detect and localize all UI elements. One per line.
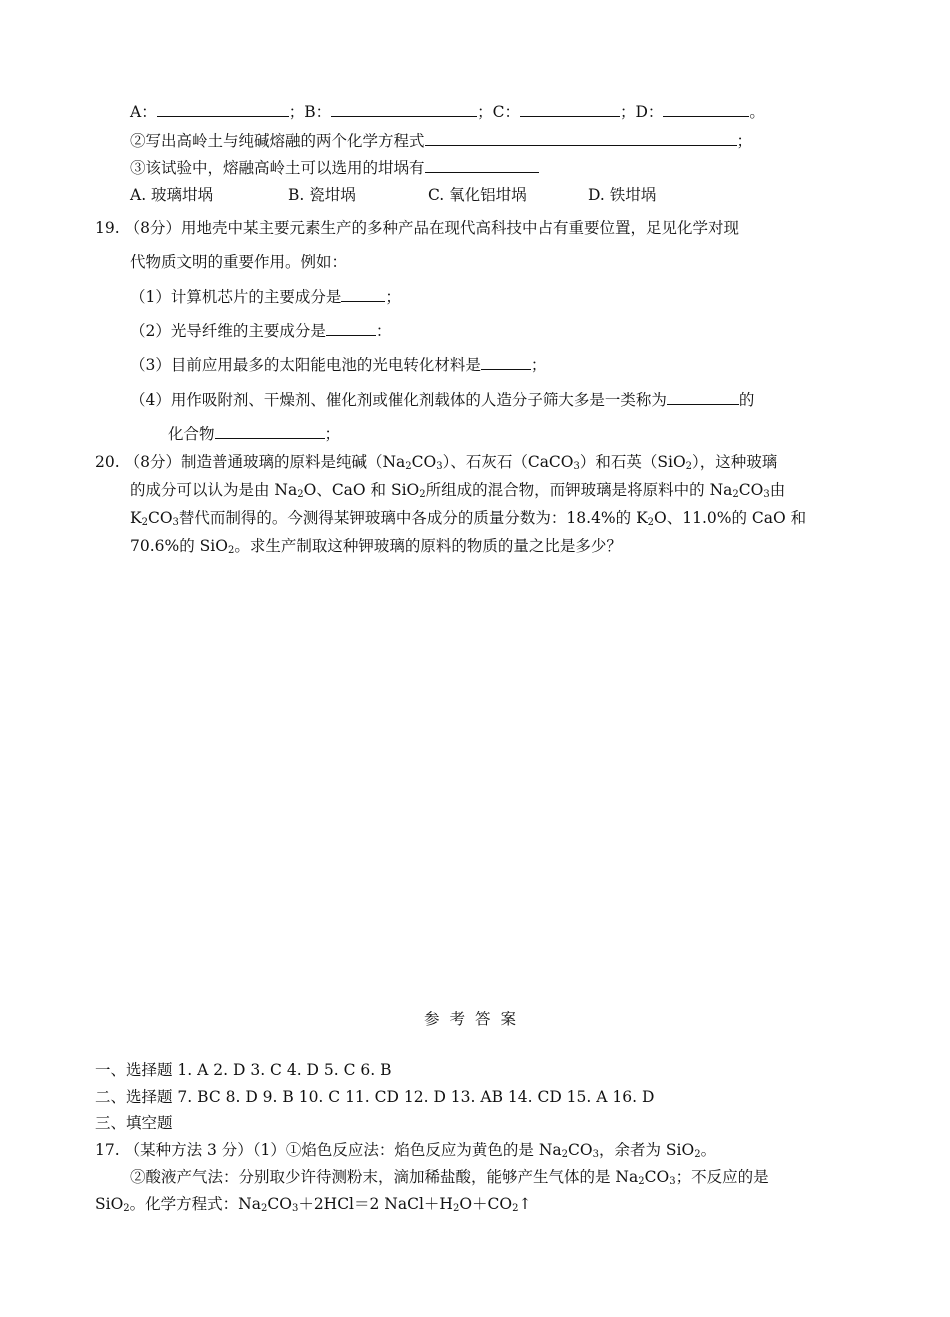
q18-options <box>130 185 656 205</box>
q20-line-4: 70.6%的 SiO$_2$。求生产制取这种钾玻璃的原料的物质的量之比是多少？ <box>130 537 622 556</box>
q18-part2: ②写出高岭土与纯碱熔融的两个化学方程式 ； <box>130 132 753 150</box>
label-a: A： <box>130 103 157 121</box>
label-c: ；C： <box>477 103 520 121</box>
answers-section-3: 三、填空题 <box>95 1114 173 1132</box>
q19-sub4: （4）用作吸附剂、干燥剂、催化剂或催化剂载体的人造分子筛大多是一类称为 的 <box>130 391 755 409</box>
answers-title: 参考答案 <box>423 1010 526 1028</box>
blank-b[interactable] <box>331 102 477 117</box>
blank-a[interactable] <box>157 102 289 117</box>
blank-fiber[interactable] <box>326 321 376 336</box>
q20-line-1: 20. （8分）制造普通玻璃的原料是纯碱$(Na_2CO_3)$、石灰石（CaCO$_3$）和石英（SiO$_2$），这种玻璃 <box>95 453 778 472</box>
blank-crucible[interactable] <box>425 158 539 173</box>
q18-part3: ③该试验中，熔融高岭土可以选用的坩埚有 <box>130 158 539 178</box>
answer-17-line-2: ②酸液产气法：分别取少许待测粉末，滴加稀盐酸，能够产生气体的是 $Na_2CO_3$；不反应的是 <box>130 1168 769 1187</box>
answers-section-1: 一、选择题 1. A 2. D 3. C 4. D 5. C 6. B <box>95 1061 392 1079</box>
q20-line-3: $K_2CO_3$替代而制得的。今测得某钾玻璃中各成分的质量分数为：18.4%的 $K_2O$、11.0%的 CaO 和 <box>130 509 807 528</box>
q18-blank-line: A： ；B： ；C： ；D： 。 <box>130 103 765 121</box>
blank-solar[interactable] <box>481 355 531 370</box>
label-d: ；D： <box>619 103 664 121</box>
answer-17-line-1: 17. （某种方法 3 分）（1）①焰色反应法：焰色反应为黄色的是 $Na_2CO_3$，余者为 SiO$_2$。 <box>95 1141 717 1160</box>
blank-d[interactable] <box>663 102 749 117</box>
q19-sub2: （2）光导纤维的主要成分是 ： <box>130 322 392 340</box>
blank-chip[interactable] <box>341 287 385 302</box>
q19-sub4-line2: 化合物 ； <box>168 425 341 443</box>
answer-17-line-3: SiO$_2$。化学方程式：$Na_2CO_3+2HCl=2$ $NaCl+H_2O+CO_2↑$ <box>95 1195 532 1214</box>
option-b[interactable]: B. 瓷坩埚 <box>288 186 356 204</box>
option-a[interactable]: A. 玻璃坩埚 <box>130 186 214 204</box>
blank-sieve[interactable] <box>667 390 739 405</box>
q20-line-2: 的成分可以认为是由 $Na_2O$、CaO 和 SiO$_2$所组成的混合物，而钾玻璃是将原料中的 $Na_2CO_3$由 <box>130 481 786 500</box>
q19-intro-1: 19. （8分）用地壳中某主要元素生产的多种产品在现代高科技中占有重要位置，足见化学对现 <box>95 219 739 237</box>
answers-section-2: 二、选择题 7. BC 8. D 9. B 10. C 11. CD 12. D 13. AB 14. CD 15. A 16. D <box>95 1088 655 1106</box>
q19-intro-2: 代物质文明的重要作用。例如： <box>130 253 348 271</box>
label-b: ；B： <box>288 103 332 121</box>
blank-compound[interactable] <box>215 424 325 439</box>
blank-c[interactable] <box>520 102 620 117</box>
blank-equations[interactable] <box>425 131 737 146</box>
option-c[interactable]: C. 氧化铝坩埚 <box>428 186 527 204</box>
q19-sub3: （3）目前应用最多的太阳能电池的光电转化材料是 ； <box>130 356 547 374</box>
option-d[interactable]: D. 铁坩埚 <box>588 186 657 204</box>
q19-sub1: （1）计算机芯片的主要成分是 ； <box>130 288 401 306</box>
